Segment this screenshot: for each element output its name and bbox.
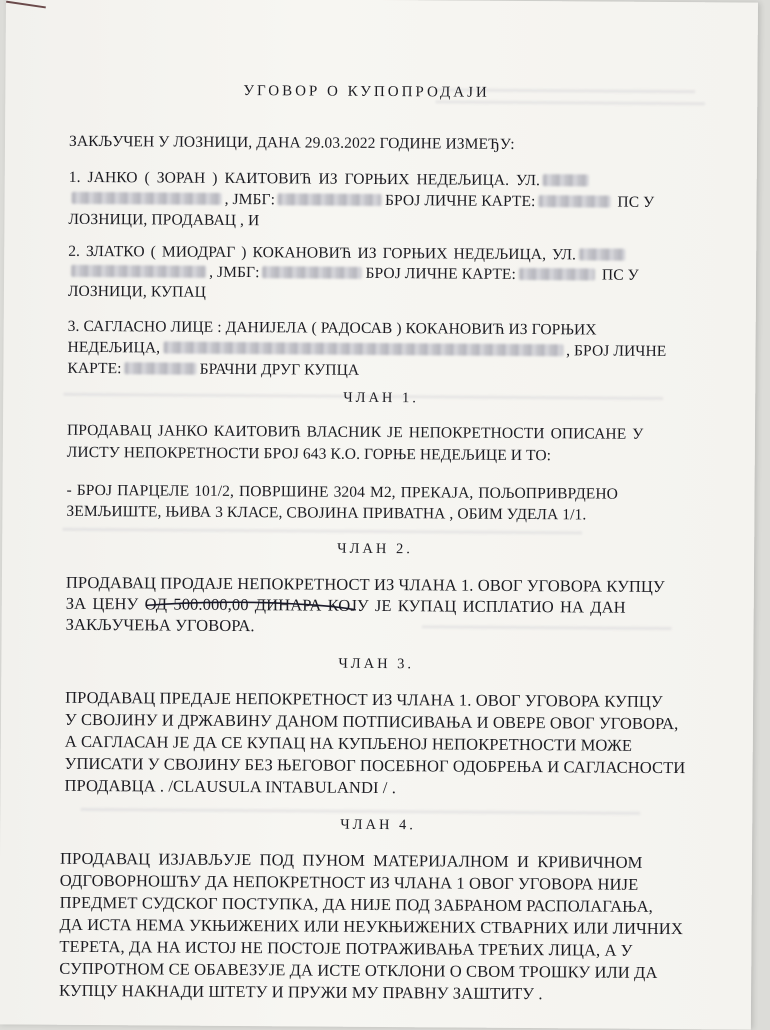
party2-line2 [68,263,639,285]
redacted-field [278,193,382,206]
bleed-through [62,528,582,535]
party1-line3: ЛОЗНИЦИ, ПРОДАВАЦ , И [68,210,260,230]
article1-line: ЗЕМЉИШТЕ, ЊИВА 3 КЛАСЕ, СВОЈИНА ПРИВАТНА , ОБИМ УДЕЛА 1/1. [66,502,587,524]
party2-line3: ЛОЗНИЦИ, КУПАЦ [67,282,206,301]
redacted-field [543,174,589,186]
article1-line: ЛИСТУ НЕПОКРЕТНОСТИ БРОЈ 643 К.О. ГОРЊЕ НЕДЕЉИЦЕ И ТО: [66,443,552,465]
party3-line2 [68,339,667,361]
bleed-through [422,625,672,630]
party3-line3 [67,360,359,380]
article3-heading: ЧЛАН 3. [338,655,415,673]
redacted-field [579,248,625,260]
redacted-field [163,341,563,356]
article2-heading: ЧЛАН 2. [337,540,413,558]
jmbg-label: , ЈМБГ: [224,190,276,209]
id-card-label: БРОЈ ЛИЧНЕ КАРТЕ: [384,192,536,211]
article2-line: ЗАКЉУЧЕЊА УГОВОРА. [65,614,255,636]
jmbg-label: , ЈМБГ: [209,263,260,282]
issuer-label: ПС У [601,266,639,284]
redacted-field [519,268,595,281]
article3-line: У СВОЈИНУ И ДРЖАВИНУ ДАНОМ ПОТПИСИВАЊА И ОВЕРЕ ОВОГ УГОВОРА, [64,709,679,734]
article3-line: ПРОДАВАЦ ПРЕДАЈЕ НЕПОКРЕТНОСТ ИЗ ЧЛАНА 1. ОВОГ УГОВОРА КУПЦУ [65,687,663,711]
party3-line1: 3. САГЛАСНО ЛИЦЕ : ДАНИЈЕЛА ( РАДОСАВ ) КОКАНОВИЋ ИЗ ГОРЊИХ [67,317,597,339]
redacted-field [125,362,197,375]
article3-line: ПРОДАВЦА . /CLAUSULA INTABULANDI / . [64,775,397,798]
concluded-line: ЗАКЉУЧЕН У ЛОЗНИЦИ, ДАНА 29.03.2022 ГОДИНЕ ИЗМЕЂУ: [68,132,515,153]
redacted-field [72,192,222,205]
article2-line: ЗА ЦЕНУ ОД 500.000,00 ДИНАРА КОЈУ ЈЕ КУПАЦ ИСПЛАТИО НА ДАН [65,593,626,617]
article1-heading: ЧЛАН 1. [343,389,419,407]
price-handwritten-underline [144,597,358,612]
issuer-label: ПС У [617,193,655,211]
article3-line: УПИСАТИ У СВОЈИНУ БЕЗ ЊЕГОВОГ ПОСЕБНОГ ОДОБРЕЊА И САГЛАСНОСТИ [64,753,686,778]
redacted-field [71,265,206,278]
article4-line: ТЕРЕТА, ДА НА ИСТОЈ НЕ ПОСТОЈЕ ПОТРАЖИВАЊА ТРЕЋИХ ЛИЦА, А У [59,936,633,960]
party2-line1 [68,243,628,265]
party3-text: НЕДЕЉИЦА, [67,338,161,357]
document-title: УГОВОР О КУПОПРОДАЈИ [243,83,490,101]
party3-role: БРАЧНИ ДРУГ КУПЦА [199,360,360,379]
party1-line2 [69,190,655,212]
article2-line: ПРОДАВАЦ ПРОДАЈЕ НЕПОКРЕТНОСТ ИЗ ЧЛАНА 1. ОВОГ УГОВОРА КУПЦУ [65,572,665,596]
party1-text: 1. ЈАНКО ( ЗОРАН ) КАИТОВИЋ ИЗ ГОРЊИХ НЕДЕЉИЦА. УЛ. [68,168,541,190]
article1-line: - БРОЈ ПАРЦЕЛЕ 101/2, ПОВРШИНЕ 3204 М2, ПРЕКАЈА, ПОЉОПРИВРДЕНО [66,481,619,503]
party2-text: 2. ЗЛАТКО ( МИОДРАГ ) КОКАНОВИЋ ИЗ ГОРЊИХ НЕДЕЉИЦА, УЛ. [68,242,577,264]
article1-line: ПРОДАВАЦ ЈАНКО КАИТОВИЋ ВЛАСНИК ЈЕ НЕПОКРЕТНОСТИ ОПИСАНЕ У [66,421,644,443]
card-label: КАРТЕ: [67,359,122,378]
article4-line: ОДГОВОРНОШЋУ ДА НЕПОКРЕТНОСТ ИЗ ЧЛАНА 1 ОВОГ УГОВОРА НИЈЕ [59,870,639,894]
article4-line: СУПРОТНОМ СЕ ОБАВЕЗУЈЕ ДА ИСТЕ ОТКЛОНИ О СВОМ ТРОШКУ ИЛИ ДА [59,958,658,982]
id-card-label: БРОЈ ЛИЧНЕ КАРТЕ: [365,264,517,283]
pen-mark [6,1,46,9]
article4-line: КУПЦУ НАКНАДИ ШТЕТУ И ПРУЖИ МУ ПРАВНУ ЗАШТИТУ . [59,980,543,1004]
article4-line: ДА ИСТА НЕМА УКЊИЖЕНИХ ИЛИ НЕУКЊИЖЕНИХ СТВАРНИХ ИЛИ ЛИЧНИХ [59,914,683,939]
bleed-through [80,808,640,815]
redacted-field [262,266,362,279]
id-card-label: , БРОЈ ЛИЧНЕ [566,342,667,360]
party1-line1 [69,169,592,191]
article4-heading: ЧЛАН 4. [340,816,416,834]
article3-line: А САГЛАСАН ЈЕ ДА СЕ КУПАЦ НА КУПЉЕНОЈ НЕПОКРЕТНОСТИ МОЖЕ [64,731,633,755]
redacted-field [538,195,610,208]
article4-line: ПРОДАВАЦ ИЗЈАВЉУЈЕ ПОД ПУНОМ МАТЕРИЈАЛНОМ И КРИВИЧНОМ [59,848,643,872]
article4-line: ПРЕДМЕТ СУДСКОГ ПОСТУПКА, ДА НИЈЕ ПОД ЗАБРАНОМ РАСПОЛАГАЊА, [59,892,653,916]
